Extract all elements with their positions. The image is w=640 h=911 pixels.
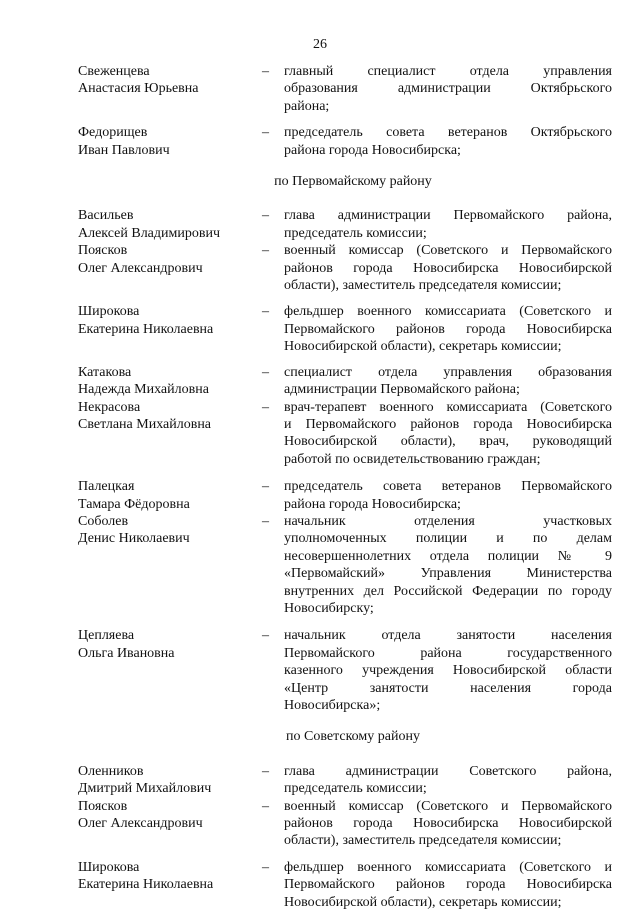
member-role — [284, 364, 612, 399]
commission-member — [78, 124, 612, 159]
member-role-line: председатель совета ветеранов Первомайского — [284, 479, 612, 495]
member-role — [284, 798, 612, 850]
member-role-line: Первомайского района государственного — [284, 645, 612, 661]
member-role-line: администрации Первомайского района; — [284, 382, 520, 398]
member-role-line: начальник отдела занятости населения — [284, 628, 612, 644]
member-role — [284, 303, 612, 355]
dash-separator: – — [262, 125, 269, 141]
member-role-line: районов города Новосибирска Новосибирской — [284, 816, 612, 832]
commission-member — [78, 207, 612, 242]
member-name-line: Оленников — [78, 763, 144, 779]
dash-separator: – — [262, 208, 269, 224]
section-title: по Советскому району — [286, 729, 420, 745]
member-name-line: Соболев — [78, 513, 129, 529]
member-role-line: глава администрации Первомайского района, — [284, 208, 612, 224]
commission-member — [78, 478, 612, 513]
commission-member — [78, 627, 612, 714]
member-name — [78, 63, 262, 115]
member-role — [284, 763, 612, 798]
member-role-line: председатель совета ветеранов Октябрьского — [284, 125, 612, 141]
member-role-line: Новосибирску; — [284, 600, 374, 616]
commission-member — [78, 859, 612, 911]
member-name-line: Широкова — [78, 859, 140, 875]
dash-separator: – — [262, 763, 269, 779]
member-role-line: уполномоченных полиции и по делам — [284, 531, 612, 547]
member-role-line: Новосибирской области), секретарь комиссии; — [284, 339, 562, 355]
member-role-line: района города Новосибирска; — [284, 496, 461, 512]
member-name-line: Поясков — [78, 798, 128, 814]
member-role-line: и Первомайского районов города Новосибирска — [284, 416, 612, 432]
member-name-line: Дмитрий Михайлович — [78, 781, 212, 797]
member-role — [284, 124, 612, 159]
member-name-line: Анастасия Юрьевна — [78, 81, 199, 97]
member-role — [284, 63, 612, 115]
member-role-line: области), заместитель председателя комиссии; — [284, 278, 562, 294]
member-name-line: Светлана Михайловна — [78, 416, 212, 432]
member-name-line: Ольга Ивановна — [78, 645, 175, 661]
dash-separator: – — [262, 304, 269, 320]
member-name — [78, 303, 262, 355]
member-role-line: района города Новосибирска; — [284, 142, 461, 158]
section-title: по Первомайскому району — [274, 174, 432, 190]
member-name-line: Некрасова — [78, 399, 141, 415]
member-name — [78, 513, 262, 617]
member-role-line: области), заместитель председателя комиссии; — [284, 833, 562, 849]
commission-member — [78, 242, 612, 294]
member-role-line: председатель комиссии; — [284, 225, 427, 241]
member-name-line: Палецкая — [78, 479, 135, 495]
member-role-line: фельдшер военного комиссариата (Советского и — [284, 859, 612, 875]
member-role-line: специалист отдела управления образования — [284, 364, 612, 380]
member-name-line: Васильев — [78, 208, 134, 224]
member-name — [78, 242, 262, 294]
member-role — [284, 859, 612, 911]
member-role — [284, 478, 612, 513]
member-name-line: Олег Александрович — [78, 260, 203, 276]
member-role-line: несовершеннолетних отдела полиции № 9 — [284, 548, 612, 564]
member-name — [78, 763, 262, 798]
member-name-line: Свеженцева — [78, 64, 150, 79]
member-name-line: Федорищев — [78, 125, 148, 141]
member-name-line: Екатерина Николаевна — [78, 877, 214, 893]
dash-separator: – — [262, 399, 269, 415]
member-role — [284, 627, 612, 714]
dash-separator: – — [262, 364, 269, 380]
member-role-line: «Центр занятости населения города — [284, 680, 612, 696]
member-role-line: районов города Новосибирска Новосибирской — [284, 260, 612, 276]
commission-member — [78, 303, 612, 355]
commission-member — [78, 513, 612, 617]
member-role-line: Первомайского районов города Новосибирска — [284, 877, 612, 893]
member-role-line: начальник отделения участковых — [284, 513, 612, 529]
member-role-line: внутренних дел Российской Федерации по городу — [284, 583, 612, 599]
dash-separator: – — [262, 64, 269, 79]
member-role-line: «Первомайский» Управления Министерства — [284, 566, 612, 582]
commission-member — [78, 798, 612, 850]
member-name-line: Олег Александрович — [78, 816, 203, 832]
member-name-line: Денис Николаевич — [78, 531, 190, 547]
member-name — [78, 478, 262, 513]
member-name-line: Широкова — [78, 304, 140, 320]
member-role — [284, 207, 612, 242]
dash-separator: – — [262, 243, 269, 259]
member-name — [78, 798, 262, 850]
member-role-line: Новосибирской области), секретарь комиссии; — [284, 894, 562, 910]
document-body — [78, 63, 612, 911]
member-role-line: Новосибирска»; — [284, 698, 381, 713]
dash-separator: – — [262, 479, 269, 495]
member-name-line: Поясков — [78, 243, 128, 259]
member-role-line: председатель комиссии; — [284, 781, 427, 797]
member-role-line: работой по освидетельствованию граждан; — [284, 451, 541, 467]
member-role — [284, 399, 612, 469]
member-name-line: Тамара Фёдоровна — [78, 496, 190, 512]
member-role-line: глава администрации Советского района, — [284, 763, 612, 779]
member-name — [78, 124, 262, 159]
member-role-line: казенного учреждения Новосибирской области — [284, 663, 612, 679]
member-role-line: образования администрации Октябрьского — [284, 81, 612, 97]
commission-member — [78, 763, 612, 798]
member-role-line: Первомайского районов города Новосибирска — [284, 321, 612, 337]
member-name — [78, 627, 262, 714]
page-number: 26 — [313, 37, 327, 52]
member-role-line: врач-терапевт военного комиссариата (Советского — [284, 399, 612, 415]
member-name-line: Екатерина Николаевна — [78, 321, 214, 337]
member-role-line: главный специалист отдела управления — [284, 64, 612, 79]
member-name — [78, 399, 262, 469]
member-name — [78, 207, 262, 242]
member-role — [284, 242, 612, 294]
member-role-line: фельдшер военного комиссариата (Советского и — [284, 304, 612, 320]
commission-member — [78, 364, 612, 399]
dash-separator: – — [262, 513, 269, 529]
member-name — [78, 364, 262, 399]
dash-separator: – — [262, 859, 269, 875]
commission-member — [78, 399, 612, 469]
member-role-line: района; — [284, 98, 330, 114]
dash-separator: – — [262, 798, 269, 814]
member-name-line: Иван Павлович — [78, 142, 170, 158]
member-role-line: военный комиссар (Советского и Первомайского — [284, 798, 612, 814]
member-name-line: Алексей Владимирович — [78, 225, 221, 241]
member-role-line: Новосибирской области), врач, руководящий — [284, 434, 612, 450]
member-name — [78, 859, 262, 911]
member-role-line: военный комиссар (Советского и Первомайского — [284, 243, 612, 259]
member-role — [284, 513, 612, 617]
member-name-line: Катакова — [78, 364, 132, 380]
commission-member — [78, 63, 612, 115]
member-name-line: Цепляева — [78, 628, 135, 644]
member-name-line: Надежда Михайловна — [78, 382, 209, 398]
dash-separator: – — [262, 628, 269, 644]
